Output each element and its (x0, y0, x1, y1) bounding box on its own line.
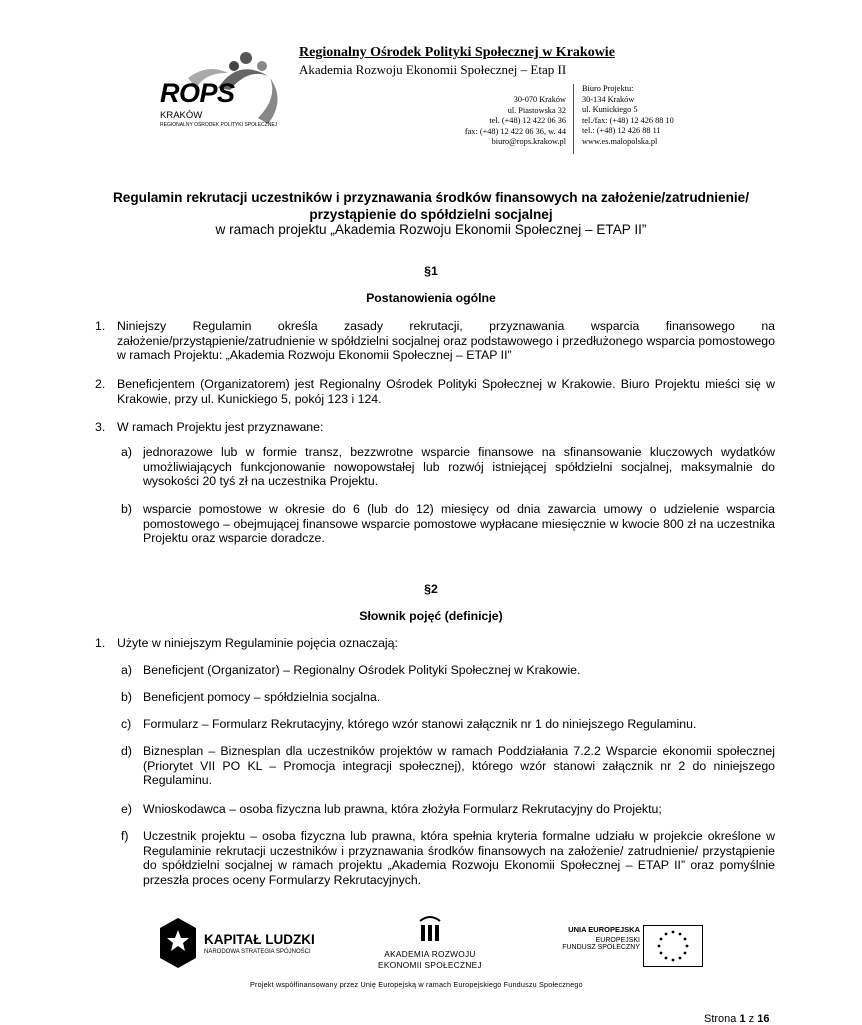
title-line: Regulamin rekrutacji uczestników i przyznawania środków finansowych na założenie/zatrudnienie/ (112, 190, 750, 205)
org-subtitle: Akademia Rozwoju Ekonomii Społecznej – Etap II (299, 62, 567, 77)
sub-item-letter: d) (121, 744, 132, 758)
address-line: ul. Kunickiego 5 (582, 105, 638, 115)
sub-item-letter: a) (121, 445, 132, 459)
definition-item: Uczestnik projektu – osoba fizyczna lub prawna, która spełnia kryteria formalne udziału w projekcie określone w Regulaminie rekrutacji uczestników i przyznawania środków finansowych na założenie/ zatrudnienie/ przystąpienie do spółdzielni socjalnej w ramach projektu „Akademia Rozwoju Ekonomii Społecznej – ETAP II” oraz pomyślnie przeszła proces oceny Formularzy Rekrutacyjnych. (143, 829, 775, 887)
title-line: przystąpienie do spółdzielni socjalnej (309, 207, 553, 222)
address-line: tel. (+48) 12 422 06 36 (489, 116, 566, 126)
list-item: Beneficjentem (Organizatorem) jest Regionalny Ośrodek Polityki Społecznej w Krakowie. Biuro Projektu mieści się w Krakowie, przy ul. Kunickiego 5, pokój 123 i 124. (117, 377, 775, 406)
document-title (60, 189, 802, 223)
definition-item: Formularz – Formularz Rekrutacyjny, którego wzór stanowi załącznik nr 1 do niniejszego Regulaminu. (143, 717, 697, 731)
ares-line1: AKADEMIA ROZWOJU (384, 949, 476, 959)
address-line: 30-134 Kraków (582, 94, 635, 104)
address-project-office (582, 84, 674, 148)
org-title: Regionalny Ośrodek Polityki Społecznej w Krakowie (299, 45, 615, 60)
ares-line2: EKONOMII SPOŁECZNEJ (378, 960, 482, 970)
address-line: ul. Piastowska 32 (507, 105, 566, 115)
address-line: biuro@rops.krakow.pl (491, 137, 566, 147)
ares-emblem-icon (418, 915, 442, 943)
kapital-ludzki-logo (160, 918, 330, 970)
definition-item: Biznesplan – Biznesplan dla uczestników projektów w ramach Poddziałania 7.2.2 Wsparcie ekonomii społecznej (Priorytet VII PO KL – Promocja integracji społecznej), którego wzór stanowi załącznik nr 2 do niniejszego Regulaminu. (143, 744, 775, 788)
sub-list-item: jednorazowe lub w formie transz, bezzwrotne wsparcie finansowe na sfinansowanie kluczowych wydatków umożliwiających funkcjonowanie nowopowstałej lub rozwój istniejącej spółdzielni socjalnej, maksymalnie do wysokości 20 tyś zł na uczestnika Projektu. (143, 445, 775, 489)
document-subtitle: w ramach projektu „Akademia Rozwoju Ekonomii Społecznej – ETAP II” (215, 222, 647, 237)
ares-logo (370, 915, 490, 973)
address-main (465, 95, 566, 148)
eu-line3: FUNDUSZ SPOŁECZNY (562, 944, 640, 951)
section-heading: Słownik pojęć (definicje) (359, 609, 503, 623)
logo-wordmark: ROPS (160, 78, 235, 108)
address-line: www.es.malopolska.pl (582, 136, 658, 146)
logo-city: KRAKÓW (160, 110, 203, 121)
page-number (704, 1013, 769, 1025)
item-number: 1. (95, 636, 106, 650)
address-line: Biuro Projektu: (582, 84, 634, 93)
sub-item-letter: b) (121, 690, 132, 704)
kl-subtitle: NARODOWA STRATEGIA SPÓJNOŚCI (204, 949, 311, 955)
address-line: fax: (+48) 12 422 06 36, w. 44 (464, 126, 566, 136)
list-item: W ramach Projektu jest przyznawane: (117, 420, 324, 434)
eu-line2: EUROPEJSKI (595, 937, 640, 944)
section-heading: Postanowienia ogólne (366, 291, 496, 305)
definition-item: Beneficjent (Organizator) – Regionalny Ośrodek Polityki Społecznej w Krakowie. (143, 663, 581, 677)
page-of: z (748, 1013, 755, 1025)
sub-item-letter: a) (121, 663, 132, 677)
page-label: Strona (704, 1013, 737, 1025)
item-number: 1. (95, 319, 106, 333)
kapital-ludzki-emblem-icon (160, 918, 196, 968)
eu-label (545, 925, 640, 970)
address-line: tel.: (+48) 12 426 88 11 (582, 126, 661, 136)
eu-flag-icon (643, 925, 703, 967)
list-item: Niniejszy Regulamin określa zasady rekrutacji, przyznawania wsparcia finansowego na założenie/przystąpienie/zatrudnienie w spółdzielni socjalnej oraz podstawowego i przedłużonego wsparcia pomostowego w ramach Projektu: „Akademia Rozwoju Ekonomii Społecznej – ETAP II” (117, 319, 775, 363)
page-total: 16 (757, 1013, 770, 1025)
address-line: tel./fax: (+48) 12 426 88 10 (582, 115, 674, 125)
definition-item: Wnioskodawca – osoba fizyczna lub prawna, która złożyła Formularz Rekrutacyjny do Projektu; (143, 802, 662, 816)
kl-title: KAPITAŁ LUDZKI (204, 932, 315, 947)
page-current: 1 (739, 1013, 746, 1025)
rops-logo (158, 48, 298, 133)
list-item: Użyte w niniejszym Regulaminie pojęcia oznaczają: (117, 636, 398, 650)
eu-line1: UNIA EUROPEJSKA (568, 925, 640, 934)
logo-fullname: REGIONALNY OŚRODEK POLITYKI SPOŁECZNEJ (160, 122, 278, 128)
address-line: 30-070 Kraków (513, 95, 566, 104)
sub-list-item: wsparcie pomostowe w okresie do 6 (lub do 12) miesięcy od dnia zawarcia umowy o udzielenie wsparcia pomostowego – obejmującej finansowe wsparcie pomostowe wypłacane miesięcznie w kwocie 800 zł na uczestnika Projektu oraz wsparcie doradcze. (143, 502, 775, 546)
section-number: §2 (424, 582, 438, 596)
section-number: §1 (424, 264, 438, 278)
item-number: 2. (95, 377, 106, 391)
sub-item-letter: b) (121, 502, 132, 516)
item-number: 3. (95, 420, 106, 434)
sub-item-letter: c) (121, 717, 132, 731)
sub-item-letter: f) (121, 829, 129, 843)
sub-item-letter: e) (121, 802, 132, 816)
definition-item: Beneficjent pomocy – spółdzielnia socjalna. (143, 690, 381, 704)
cofinancing-note: Projekt współfinansowany przez Unię Europejską w ramach Europejskiego Funduszu Społecznego (250, 980, 583, 989)
address-divider (573, 84, 574, 154)
